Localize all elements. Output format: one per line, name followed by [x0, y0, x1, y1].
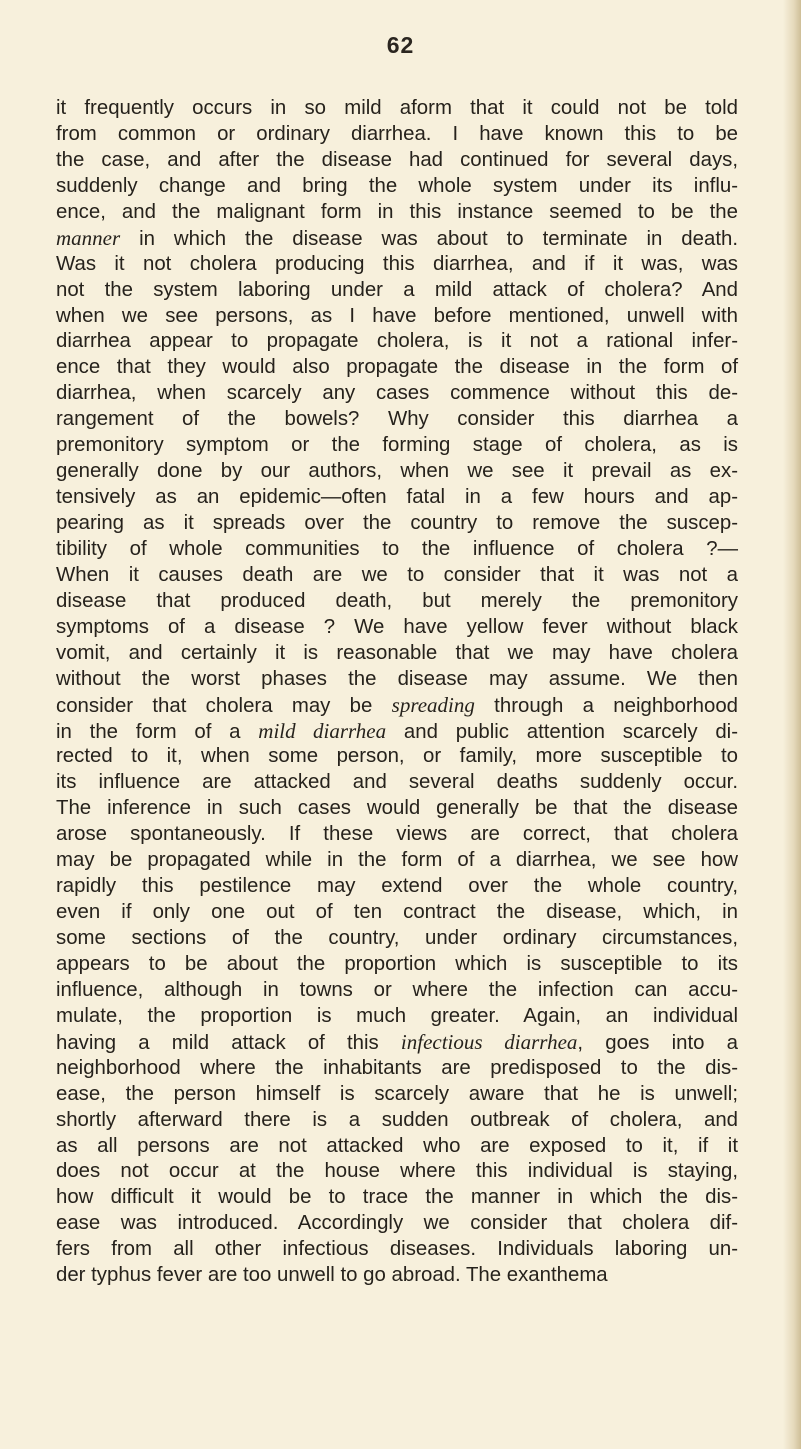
text-line: influence, although in towns or where the infection can accu- — [56, 978, 738, 1001]
text-line — [56, 226, 738, 252]
text-line: diarrhea, when scarcely any cases commence without this de- — [56, 382, 738, 405]
text-line: neighborhood where the inhabitants are predisposed to the dis- — [56, 1056, 738, 1079]
text-line: arose spontaneously. If these views are correct, that cholera — [56, 823, 738, 846]
page-edge-shadow — [783, 0, 801, 1449]
text-line: The inference in such cases would generally be that the disease — [56, 797, 738, 820]
text-segment: having a mild attack of this — [56, 1031, 401, 1054]
text-line: without the worst phases the disease may assume. We then — [56, 667, 738, 690]
text-segment: in which the disease was about to terminate in death. — [120, 227, 738, 250]
text-line: ence, and the malignant form in this instance seemed to be the — [56, 200, 738, 223]
text-line: rangement of the bowels? Why consider this diarrhea a — [56, 408, 738, 431]
text-line: premonitory symptom or the forming stage of cholera, as is — [56, 434, 738, 457]
italic-phrase: infectious diarrhea — [400, 1029, 578, 1054]
text-line: how difficult it would be to trace the manner in which the dis- — [56, 1186, 738, 1209]
text-line: mulate, the proportion is much greater. Again, an individual — [56, 1004, 738, 1027]
text-line: vomit, and certainly it is reasonable that we may have cholera — [56, 641, 738, 664]
text-line — [56, 719, 738, 745]
text-line: appears to be about the proportion which is susceptible to its — [56, 952, 738, 975]
text-line: its influence are attacked and several deaths suddenly occur. — [56, 771, 738, 794]
text-line: fers from all other infectious diseases. Individuals laboring un- — [56, 1238, 738, 1261]
text-line: tibility of whole communities to the influence of cholera ?— — [56, 537, 738, 560]
text-line: pearing as it spreads over the country to remove the suscep- — [56, 512, 738, 534]
text-line: may be propagated while in the form of a diarrhea, we see how — [56, 849, 738, 872]
text-line: suddenly change and bring the whole system under its influ- — [56, 174, 738, 197]
text-segment: through a neighborhood — [474, 694, 738, 717]
text-line: even if only one out of ten contract the disease, which, in — [56, 901, 738, 924]
text-segment: , goes into a — [577, 1031, 738, 1054]
italic-phrase: manner — [56, 225, 121, 250]
text-line: shortly afterward there is a sudden outbreak of cholera, and — [56, 1108, 738, 1131]
page-number: 62 — [386, 32, 415, 58]
text-line: ease, the person himself is scarcely aware that he is unwell; — [56, 1082, 738, 1105]
italic-phrase: spreading — [391, 692, 475, 717]
text-line: ease was introduced. Accordingly we consider that cholera dif- — [56, 1212, 738, 1235]
text-line: some sections of the country, under ordinary circumstances, — [56, 927, 738, 949]
text-line: ence that they would also propagate the disease in the form of — [56, 356, 738, 379]
text-line: when we see persons, as I have before mentioned, unwell with — [56, 304, 738, 327]
text-line: does not occur at the house where this individual is staying, — [56, 1160, 738, 1183]
text-line: generally done by our authors, when we see it prevail as ex- — [56, 460, 738, 483]
text-segment: and public attention scarcely di- — [386, 720, 738, 743]
text-line — [56, 1030, 738, 1056]
body-text — [56, 96, 738, 1289]
text-line: rapidly this pestilence may extend over the whole country, — [56, 875, 738, 898]
text-line: diarrhea appear to propagate cholera, is it not a rational infer- — [56, 330, 738, 353]
text-line: When it causes death are we to consider that it was not a — [56, 563, 738, 586]
text-line — [56, 693, 738, 719]
italic-phrase: mild diarrhea — [258, 718, 387, 743]
text-line: not the system laboring under a mild attack of cholera? And — [56, 278, 738, 301]
text-line: from common or ordinary diarrhea. I have known this to be — [56, 122, 738, 145]
text-line: tensively as an epidemic—often fatal in a few hours and ap- — [56, 486, 738, 509]
text-line: the case, and after the disease had continued for several days, — [56, 148, 738, 171]
text-line: rected to it, when some person, or family, more susceptible to — [56, 745, 738, 768]
text-line: der typhus fever are too unwell to go abroad. The exanthema — [56, 1264, 608, 1287]
text-line: symptoms of a disease ? We have yellow fever without black — [56, 615, 738, 638]
text-segment: consider that cholera may be — [56, 694, 392, 717]
text-segment: in the form of a — [56, 720, 259, 743]
text-line: as all persons are not attacked who are exposed to it, if it — [56, 1134, 738, 1157]
text-line: Was it not cholera producing this diarrhea, and if it was, was — [56, 252, 738, 275]
text-line: it frequently occurs in so mild aform that it could not be told — [56, 97, 738, 119]
text-line: disease that produced death, but merely the premonitory — [56, 589, 738, 612]
